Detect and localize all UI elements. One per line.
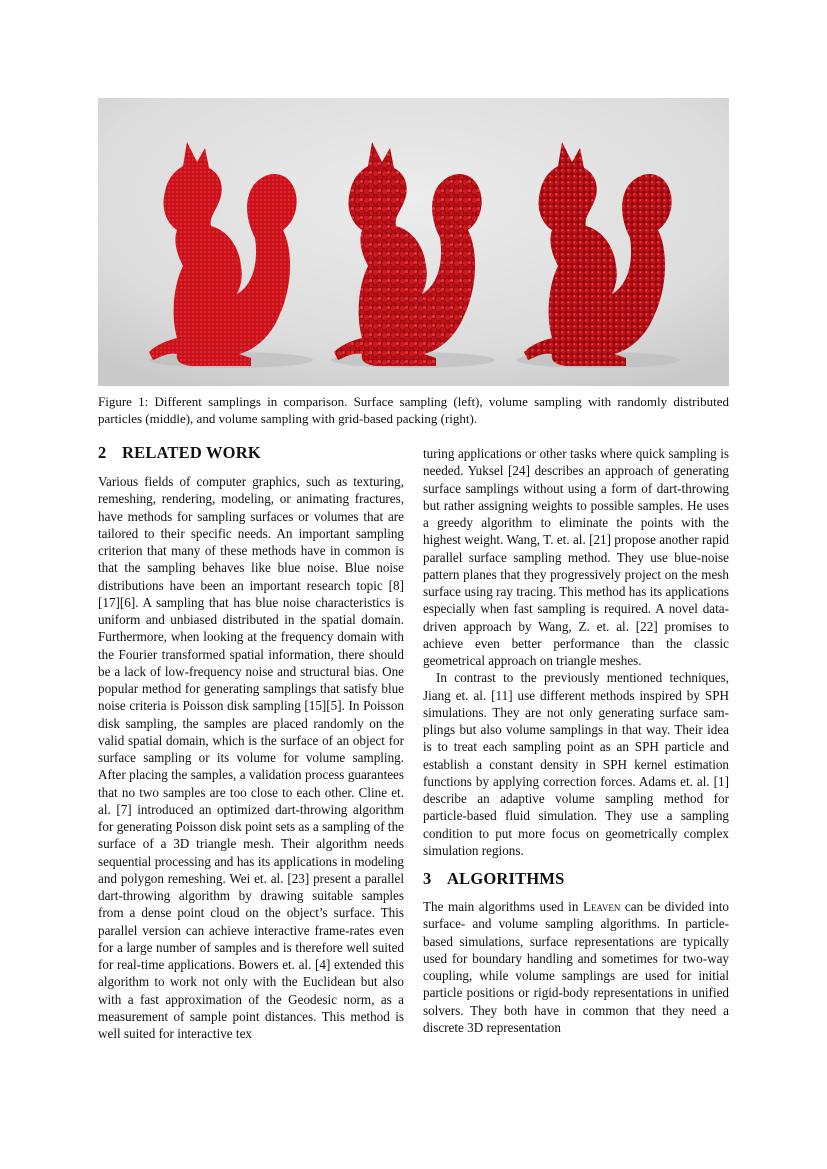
section-heading-algorithms: [423, 869, 729, 889]
text-run: The main algorithms used in: [423, 899, 583, 914]
section-title: ALGORITHMS: [447, 869, 565, 888]
column-right: [423, 445, 729, 1036]
paragraph-related-work-1-part-b: turing applications or other tasks where quick sampling is needed. Yuksel [24] describes an approach of generating surface samplings without using a form of dart-throwing but rather assigning weights to possible samples. He uses a greedy algorithm to eliminate the points with the highest weight. Wang, T. et. al. [21] propose another rapid parallel surface sampling method. They use blue-noise pattern planes that they progressively project on the mesh surface using ray tracing. This method has its applications especially when fast sampling is required. A novel data-driven approach by Wang, Z. et. al. [22] promises to achieve even better performance than the classic geometrical approach on triangle meshes.: [423, 446, 729, 668]
paragraph-related-work-1-part-a: Various fields of computer graphics, such as texturing, remeshing, rendering, modeling, or animating fractures, have methods for sampling surfaces or volumes that are tailored to their specific needs. An important sampling criterion that many of these methods have in common is that the sampling behaves like blue noise. Blue noise distributions have been an important research topic [8][17][6]. A sampling that has blue noise characteristics is uniform and unbiased distributed in the spatial domain. Furthermore, when looking at the frequency domain with the Fourier transformed spatial information, there should be a lack of low-frequency noise and structural bias. One popular method for generating samplings that satisfy blue noise criteria is Poisson disk sampling [15][5]. In Poisson disk sampling, the samples are placed randomly on the valid spatial domain, which is the surface of an object for surface sampling or its volume for volume sampling. After placing the samples, a validation process guarantees that no two samples are too close to each other. Cline et. al. [7] introduced an optimized dart-throwing algorithm for generating Poisson disk point sets as a sampling of the surface of a 3D triangle mesh. Their algorithm needs sequential processing and has its applications in modeling and polygon remeshing. Wei et. al. [23] present a parallel dart-throwing algorithm by drawing suitable samples from a dense point cloud on the object’s surface. This parallel version can achieve interactive frame-rates even for a large number of samples and is therefore well suited for real-time applications. Bowers et. al. [4] extended this algorithm to work not only with the Euclidean but also with a fast approximation of the Geodesic norm, as a measurement of sample point distances. This method is well suited for interactive tex: [98, 474, 404, 1041]
figure-image: [98, 98, 729, 386]
section-title: RELATED WORK: [122, 443, 261, 462]
paragraph-related-work-2: In contrast to the previously mentioned techniques, Jiang et. al. [11] use different methods inspired by SPH simulations. They are not only generating surface samplings but also volume samplings in that way. Their idea is to treat each sampling point as an SPH particle and establish a constant density in SPH kernel estimation functions by applying correction forces. Adams et. al. [1] describe an adaptive volume sampling method for particle-based fluid simulation. They use a sampling condition to put more focus on geometrically complex simulation regions.: [423, 670, 729, 858]
section-number: 2: [98, 443, 107, 462]
column-left: [98, 443, 404, 1042]
paragraph-algorithms-1: [423, 898, 729, 1036]
section-number: 3: [423, 869, 432, 888]
software-name: Leaven: [582, 899, 621, 914]
figure-caption: Figure 1: Different samplings in comparison. Surface sampling (left), volume sampling with randomly distributed particles (middle), and volume sampling with grid-based packing (right).: [98, 394, 729, 426]
text-run: can be divided into surface- and volume sampling algorithms. In particle-based simulations, surface representations are typically used for boundary handling and sometimes for two-way coupling, while volume samplings are used for initial particle positions or rigid-body representations in unified solvers. They both have in common that they need a discrete 3D representation: [423, 899, 729, 1035]
section-heading-related-work: [98, 443, 404, 463]
